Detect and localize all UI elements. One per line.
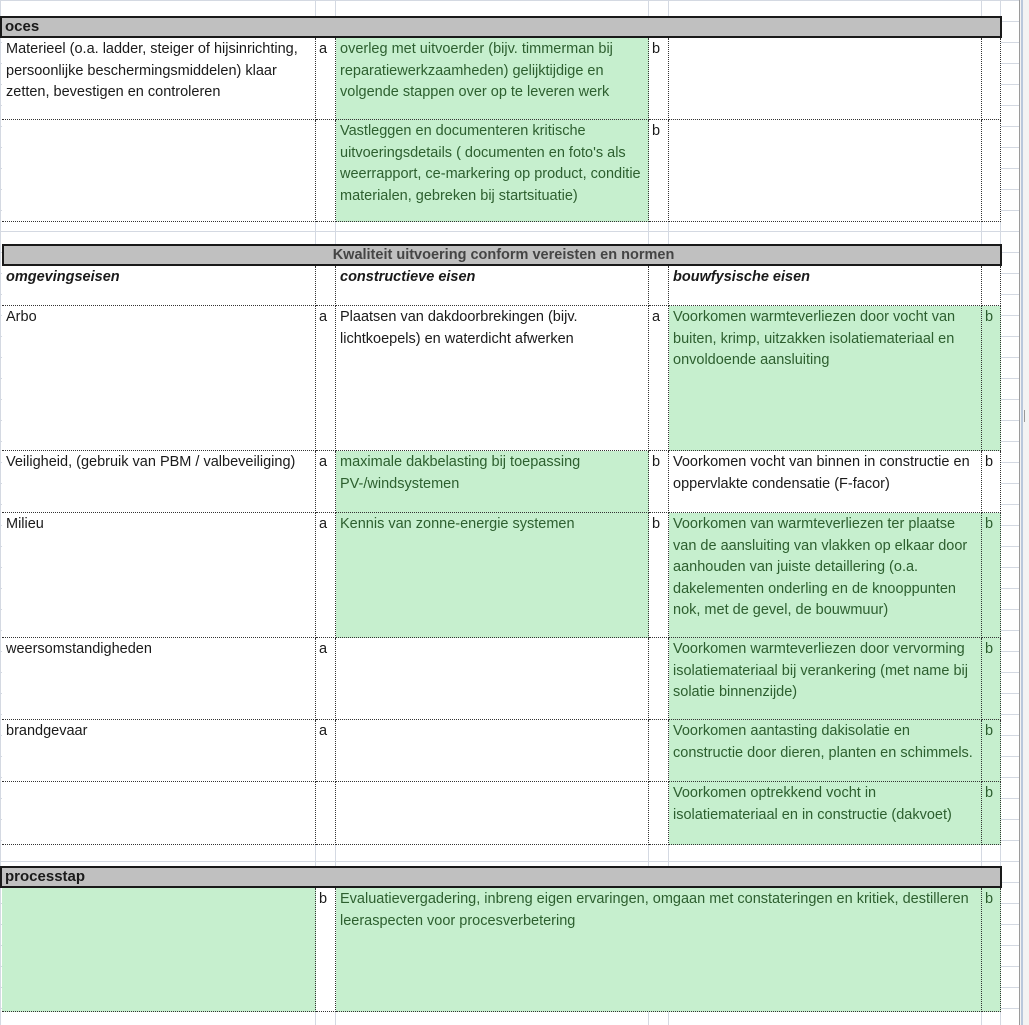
cell-text: Vastleggen en documenteren kritische uitvoeringsdetails ( documenten en foto's als weerrapport, ce-markering op product, conditie materialen, gebreken bij startsituatie) [340,123,641,204]
cell-text: constructieve eisen [340,269,476,285]
cell-empty[interactable] [982,120,1001,222]
cell-letter[interactable] [982,720,1001,782]
vertical-scrollbar[interactable] [1019,0,1029,1025]
cell-text: Materieel (o.a. ladder, steiger of hijsinrichting, persoonlijke beschermingsmiddelen) klaar zetten, bevestigen en controleren [6,41,298,100]
cell-letter[interactable] [649,306,669,451]
cell-text: a [319,516,328,532]
cell-letter[interactable] [316,888,336,1012]
cell-vervorming-isolatie[interactable] [669,638,982,720]
cell-text: a [319,641,328,657]
cell-milieu[interactable] [2,513,316,638]
cell-text: b [985,309,994,325]
cell-letter[interactable] [316,782,336,845]
cell-letter[interactable] [649,120,669,222]
cell-text: bouwfysische eisen [673,269,810,285]
cell-letter[interactable] [316,120,336,222]
cell-empty[interactable] [2,120,316,222]
subheader-constructieve-eisen[interactable] [336,266,649,306]
cell-text: Milieu [6,516,44,532]
cell-text: b [985,723,994,739]
section-title: processtap [5,868,86,885]
cell-empty[interactable] [669,120,982,222]
cell-empty[interactable] [316,266,336,306]
cell-empty[interactable] [982,266,1001,306]
cell-materieel[interactable] [2,38,316,120]
cell-letter[interactable] [982,513,1001,638]
cell-letter[interactable] [649,782,669,845]
cell-text: Voorkomen warmteverliezen door vervorming isolatiemateriaal bij verankering (met name bij solatie binnenzijde) [673,641,968,700]
cell-letter[interactable] [316,38,336,120]
scrollbar-grip-icon [1024,410,1025,422]
cell-aantasting-dakisolatie[interactable] [669,720,982,782]
cell-letter[interactable] [649,38,669,120]
cell-empty[interactable] [669,38,982,120]
cell-text: maximale dakbelasting bij toepassing PV-/windsystemen [340,454,581,492]
cell-letter[interactable] [982,306,1001,451]
cell-text: a [319,454,328,470]
cell-letter[interactable] [316,513,336,638]
section-header-proces[interactable] [0,16,1002,38]
cell-brandgevaar[interactable] [2,720,316,782]
cell-warmteverliezen-aansluiting[interactable] [669,513,982,638]
cell-empty[interactable] [2,888,316,1012]
cell-text: brandgevaar [6,723,88,739]
cell-text: Voorkomen warmteverliezen door vocht van buiten, krimp, uitzakken isolatiemateriaal en onvoldoende aansluiting [673,309,956,368]
cell-text: b [652,41,661,57]
cell-empty[interactable] [982,38,1001,120]
cell-zonne-energie[interactable] [336,513,649,638]
cell-text: b [319,891,328,907]
cell-empty[interactable] [336,638,649,720]
cell-empty[interactable] [2,782,316,845]
cell-text: Evaluatievergadering, inbreng eigen ervaringen, omgaan met constateringen en kritiek, destilleren leeraspecten voor procesverbetering [340,891,969,929]
cell-text: b [985,454,994,470]
cell-text: b [985,641,994,657]
cell-text: Voorkomen aantasting dakisolatie en constructie door dieren, planten en schimmels. [673,723,973,761]
cell-letter[interactable] [316,638,336,720]
section-title: Kwaliteit uitvoering conform vereisten en normen [332,247,675,263]
cell-letter[interactable] [649,513,669,638]
cell-empty[interactable] [336,782,649,845]
cell-vocht-binnen[interactable] [669,451,982,513]
cell-letter[interactable] [316,451,336,513]
cell-dakbelasting[interactable] [336,451,649,513]
cell-letter[interactable] [649,638,669,720]
cell-text: b [652,454,661,470]
cell-optrekkend-vocht[interactable] [669,782,982,845]
cell-dakdoorbrekingen[interactable] [336,306,649,451]
cell-empty[interactable] [336,720,649,782]
section-header-kwaliteit[interactable] [2,244,1002,266]
cell-letter[interactable] [982,638,1001,720]
cell-text: Veiligheid, (gebruik van PBM / valbeveiliging) [6,454,296,470]
cell-text: b [985,516,994,532]
subheader-bouwfysische-eisen[interactable] [669,266,982,306]
cell-text: Voorkomen van warmteverliezen ter plaatse van de aansluiting van vlakken op elkaar door aanhouden van juiste detaillering (o.a. dakelementen onderling en de knooppunten nok, met de gevel, de bouwmuur) [673,516,968,618]
cell-vastleggen-documenteren[interactable] [336,120,649,222]
cell-letter[interactable] [316,720,336,782]
cell-weersomstandigheden[interactable] [2,638,316,720]
cell-text: b [985,785,994,801]
cell-warmteverliezen-vocht-buiten[interactable] [669,306,982,451]
cell-text: b [985,891,994,907]
cell-letter[interactable] [649,720,669,782]
cell-text: a [319,309,328,325]
cell-overleg-uitvoerder[interactable] [336,38,649,120]
cell-letter[interactable] [982,888,1001,1012]
cell-text: weersomstandigheden [6,641,152,657]
cell-text: omgevingseisen [6,269,120,285]
cell-text: b [652,123,661,139]
cell-letter[interactable] [982,782,1001,845]
cell-letter[interactable] [316,306,336,451]
cell-text: a [652,309,661,325]
section-title: oces [5,18,40,35]
cell-text: b [652,516,661,532]
cell-evaluatievergadering[interactable] [336,888,982,1012]
cell-text: Voorkomen vocht van binnen in constructie en oppervlakte condensatie (F-facor) [673,454,970,492]
cell-arbo[interactable] [2,306,316,451]
cell-text: Plaatsen van dakdoorbrekingen (bijv. lichtkoepels) en waterdicht afwerken [340,309,578,347]
cell-empty[interactable] [649,266,669,306]
subheader-omgevingseisen[interactable] [2,266,316,306]
cell-letter[interactable] [649,451,669,513]
section-header-processtap[interactable] [0,866,1002,888]
cell-letter[interactable] [982,451,1001,513]
cell-text: Voorkomen optrekkend vocht in isolatiemateriaal en in constructie (dakvoet) [673,785,952,823]
scrollbar-track [1021,0,1023,1025]
cell-text: a [319,723,328,739]
cell-text: overleg met uitvoerder (bijv. timmerman bij reparatiewerkzaamheden) gelijktijdige en volgende stappen over op te leveren werk [340,41,613,100]
cell-veiligheid[interactable] [2,451,316,513]
cell-text: a [319,41,328,57]
cell-text: Kennis van zonne-energie systemen [340,516,575,532]
cell-text: Arbo [6,309,37,325]
